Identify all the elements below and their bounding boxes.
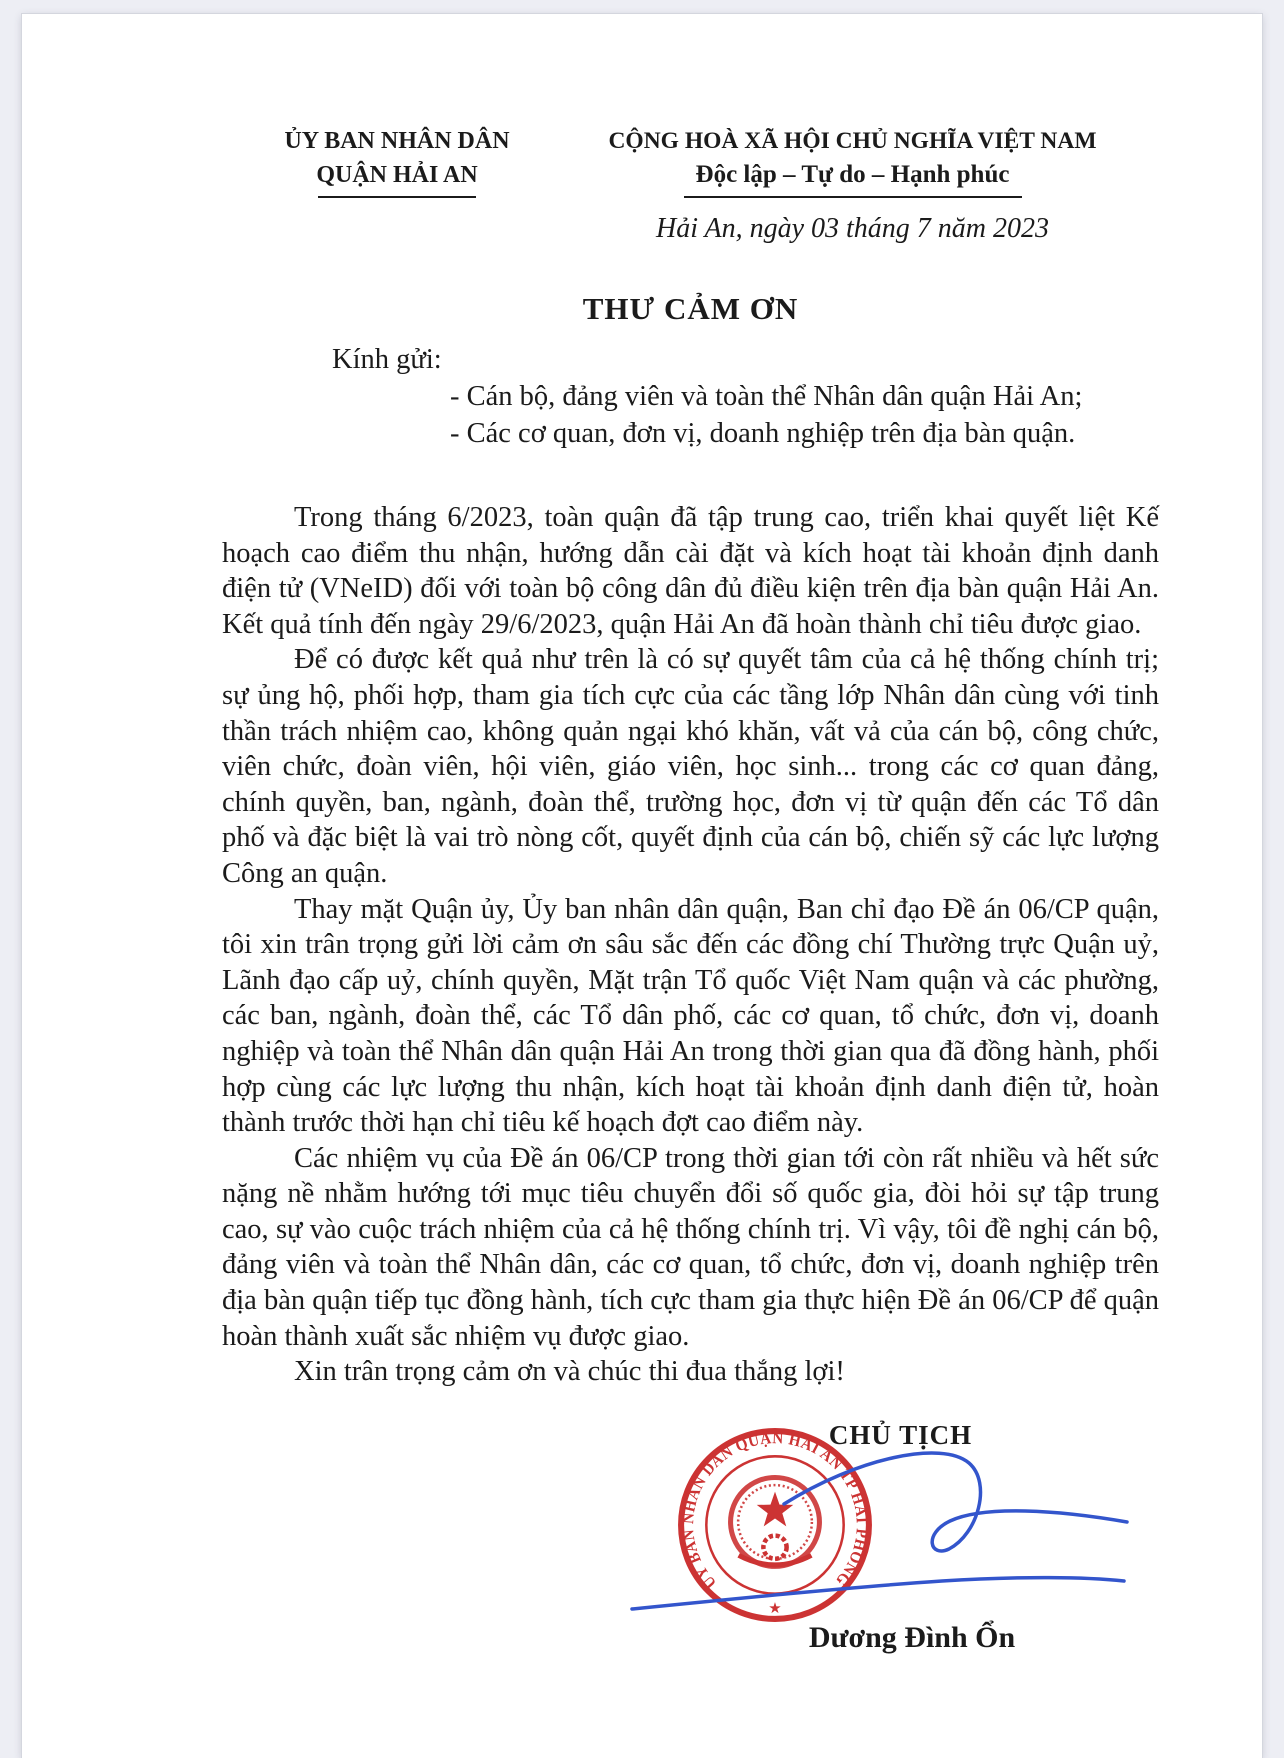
paragraph: Các nhiệm vụ của Đề án 06/CP trong thời gian tới còn rất nhiều và hết sức nặng nề nhằm hướng tới mục tiêu chuyển đổi số quốc gia, đòi hỏi sự tập trung cao, sự vào cuộc trách nhiệm của cả hệ thống chính trị. Vì vậy, tôi đề nghị cán bộ, đảng viên và toàn thể Nhân dân, các cơ quan, tổ chức, đơn vị, doanh nghiệp trên địa bàn quận tiếp tục đồng hành, tích cực tham gia thực hiện Đề án 06/CP để quận hoàn thành xuất sắc nhiệm vụ được giao. xyxy=(222,1142,1159,1352)
seal-star-icon: ★ xyxy=(768,1599,782,1617)
national-title: CỘNG HOÀ XÃ HỘI CHỦ NGHĨA VIỆT NAM xyxy=(608,128,1097,154)
header-left-underline xyxy=(318,196,476,198)
salutation: Kính gửi: xyxy=(332,344,442,375)
national-motto: Độc lập – Tự do – Hạnh phúc xyxy=(695,161,1010,188)
letter-body xyxy=(222,500,1159,1390)
issuing-authority-line2: QUẬN HẢI AN xyxy=(316,162,478,188)
national-motto-block xyxy=(570,124,1135,198)
seal-ring-text: UỶ BAN NHÂN DÂN QUẬN HẢI AN TP HẢI PHÒNG xyxy=(678,1428,872,1593)
page-title: THƯ CẢM ƠN xyxy=(582,291,799,326)
paragraph: Thay mặt Quận ủy, Ủy ban nhân dân quận, Ban chỉ đạo Đề án 06/CP quận, tôi xin trân trọng gửi lời cảm ơn sâu sắc đến các đồng chí Thường trực Quận uỷ, Lãnh đạo cấp uỷ, chính quyền, Mặt trận Tổ quốc Việt Nam quận và các phường, các ban, ngành, đoàn thể, các Tổ dân phố, các cơ quan, tổ chức, đơn vị, doanh nghiệp và toàn thể Nhân dân quận Hải An trong thời gian qua đã đồng hành, phối hợp cùng các lực lượng thu nhận, kích hoạt tài khoản định danh điện tử, hoàn thành trước thời hạn chỉ tiêu kế hoạch đợt cao điểm này. xyxy=(222,893,1159,1139)
handwritten-signature xyxy=(622,1406,1132,1636)
paragraph: Xin trân trọng cảm ơn và chúc thi đua thắng lợi! xyxy=(294,1356,845,1388)
issuing-authority-line1: ỦY BAN NHÂN DÂN xyxy=(284,128,510,154)
signer-position-title: CHỦ TỊCH xyxy=(828,1420,973,1450)
header-right-underline xyxy=(684,196,1022,198)
recipient-item: - Cán bộ, đảng viên và toàn thể Nhân dân quận Hải An; xyxy=(450,381,1083,412)
signer-name: Dương Đình Ổn xyxy=(808,1621,1016,1654)
letter-page xyxy=(22,14,1262,1758)
dateline: Hải An, ngày 03 tháng 7 năm 2023 xyxy=(655,213,1050,244)
recipient-item: - Các cơ quan, đơn vị, doanh nghiệp trên địa bàn quận. xyxy=(450,417,1076,449)
paragraph: Để có được kết quả như trên là có sự quyết tâm của cả hệ thống chính trị; sự ủng hộ, phối hợp, tham gia tích cực của các tầng lớp Nhân dân cùng với tinh thần trách nhiệm cao, không quản ngại khó khăn, vất vả của cán bộ, công chức, viên chức, đoàn viên, hội viên, giáo viên, học sinh... trong các cơ quan đảng, chính quyền, ban, ngành, đoàn thể, trường học, đơn vị từ quận đến các Tổ dân phố và đặc biệt là vai trò nòng cốt, quyết định của cán bộ, chiến sỹ các lực lượng Công an quận. xyxy=(222,644,1159,889)
paragraph: Trong tháng 6/2023, toàn quận đã tập trung cao, triển khai quyết liệt Kế hoạch cao điểm thu nhận, hướng dẫn cài đặt và kích hoạt tài khoản định danh điện tử (VNeID) đối với toàn bộ công dân đủ điều kiện trên địa bàn quận Hải An. Kết quả tính đến ngày 29/6/2023, quận Hải An đã hoàn thành chỉ tiêu được giao. xyxy=(222,502,1159,640)
recipient-list xyxy=(450,379,1082,452)
issuing-authority-block xyxy=(247,124,547,198)
